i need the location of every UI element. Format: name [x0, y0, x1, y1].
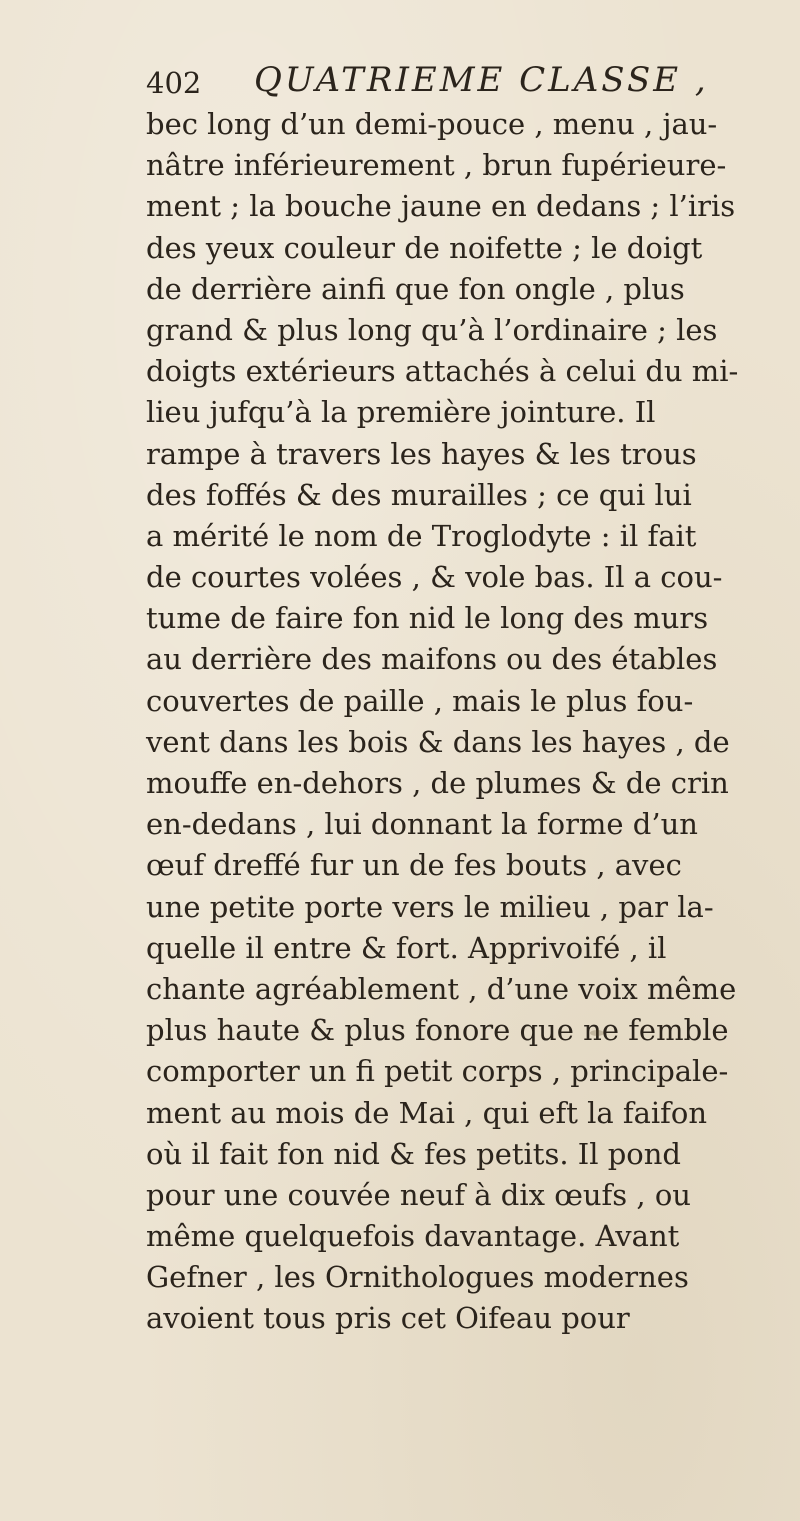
paper-stain	[590, 1030, 604, 1036]
text-line: œuf dreffé fur un de fes bouts , avec	[146, 848, 682, 883]
text-line: une petite porte vers le milieu , par la-	[146, 889, 714, 924]
text-line: bec long d’un demi-pouce , menu , jau-	[146, 107, 718, 141]
text-line: couvertes de paille , mais le plus fou-	[146, 683, 694, 718]
running-head: QUATRIEME CLASSE ,	[254, 60, 709, 100]
text-line: chante agréablement , d’une voix même	[146, 971, 737, 1006]
text-line: ment ; la bouche jaune en dedans ; l’iris	[146, 189, 736, 224]
text-line: comporter un fi petit corps , principale-	[146, 1054, 729, 1089]
text-line: des yeux couleur de noifette ; le doigt	[146, 230, 703, 265]
text-line: avoient tous pris cet Oifeau pour	[146, 1301, 630, 1336]
text-line: a mérité le nom de Troglodyte : il fait	[146, 518, 697, 553]
text-line: pour une couvée neuf à dix œufs , ou	[146, 1177, 691, 1212]
page-header	[146, 58, 709, 104]
text-line: tume de faire fon nid le long des murs	[146, 601, 709, 636]
text-line: Gefner , les Ornithologues modernes	[146, 1260, 689, 1295]
text-line: de courtes volées , & vole bas. Il a cou-	[146, 560, 723, 595]
text-line: lieu jufqu’à la première jointure. Il	[146, 395, 656, 430]
text-line: nâtre inférieurement , brun fupérieure-	[146, 148, 727, 183]
page-number: 402	[146, 66, 202, 100]
text-line: au derrière des maifons ou des étables	[146, 642, 718, 677]
text-line: en-dedans , lui donnant la forme d’un	[146, 807, 698, 842]
text-line: plus haute & plus fonore que ne femble	[146, 1013, 729, 1048]
text-line: où il fait fon nid & fes petits. Il pond	[146, 1136, 681, 1171]
text-line: vent dans les bois & dans les hayes , de	[146, 724, 730, 759]
text-line: des foffés & des murailles ; ce qui lui	[146, 477, 692, 512]
text-line: même quelquefois davantage. Avant	[146, 1219, 680, 1254]
text-line: mouffe en-dehors , de plumes & de crin	[146, 766, 729, 800]
text-line: grand & plus long qu’à l’ordinaire ; les	[146, 312, 718, 347]
body-text	[146, 104, 796, 1340]
text-line: quelle il entre & fort. Apprivoifé , il	[146, 930, 667, 965]
text-line: de derrière ainfi que fon ongle , plus	[146, 271, 685, 306]
text-line: rampe à travers les hayes & les trous	[146, 436, 697, 471]
text-line: doigts extérieurs attachés à celui du mi-	[146, 354, 739, 389]
text-line: ment au mois de Mai , qui eft la faifon	[146, 1095, 708, 1130]
